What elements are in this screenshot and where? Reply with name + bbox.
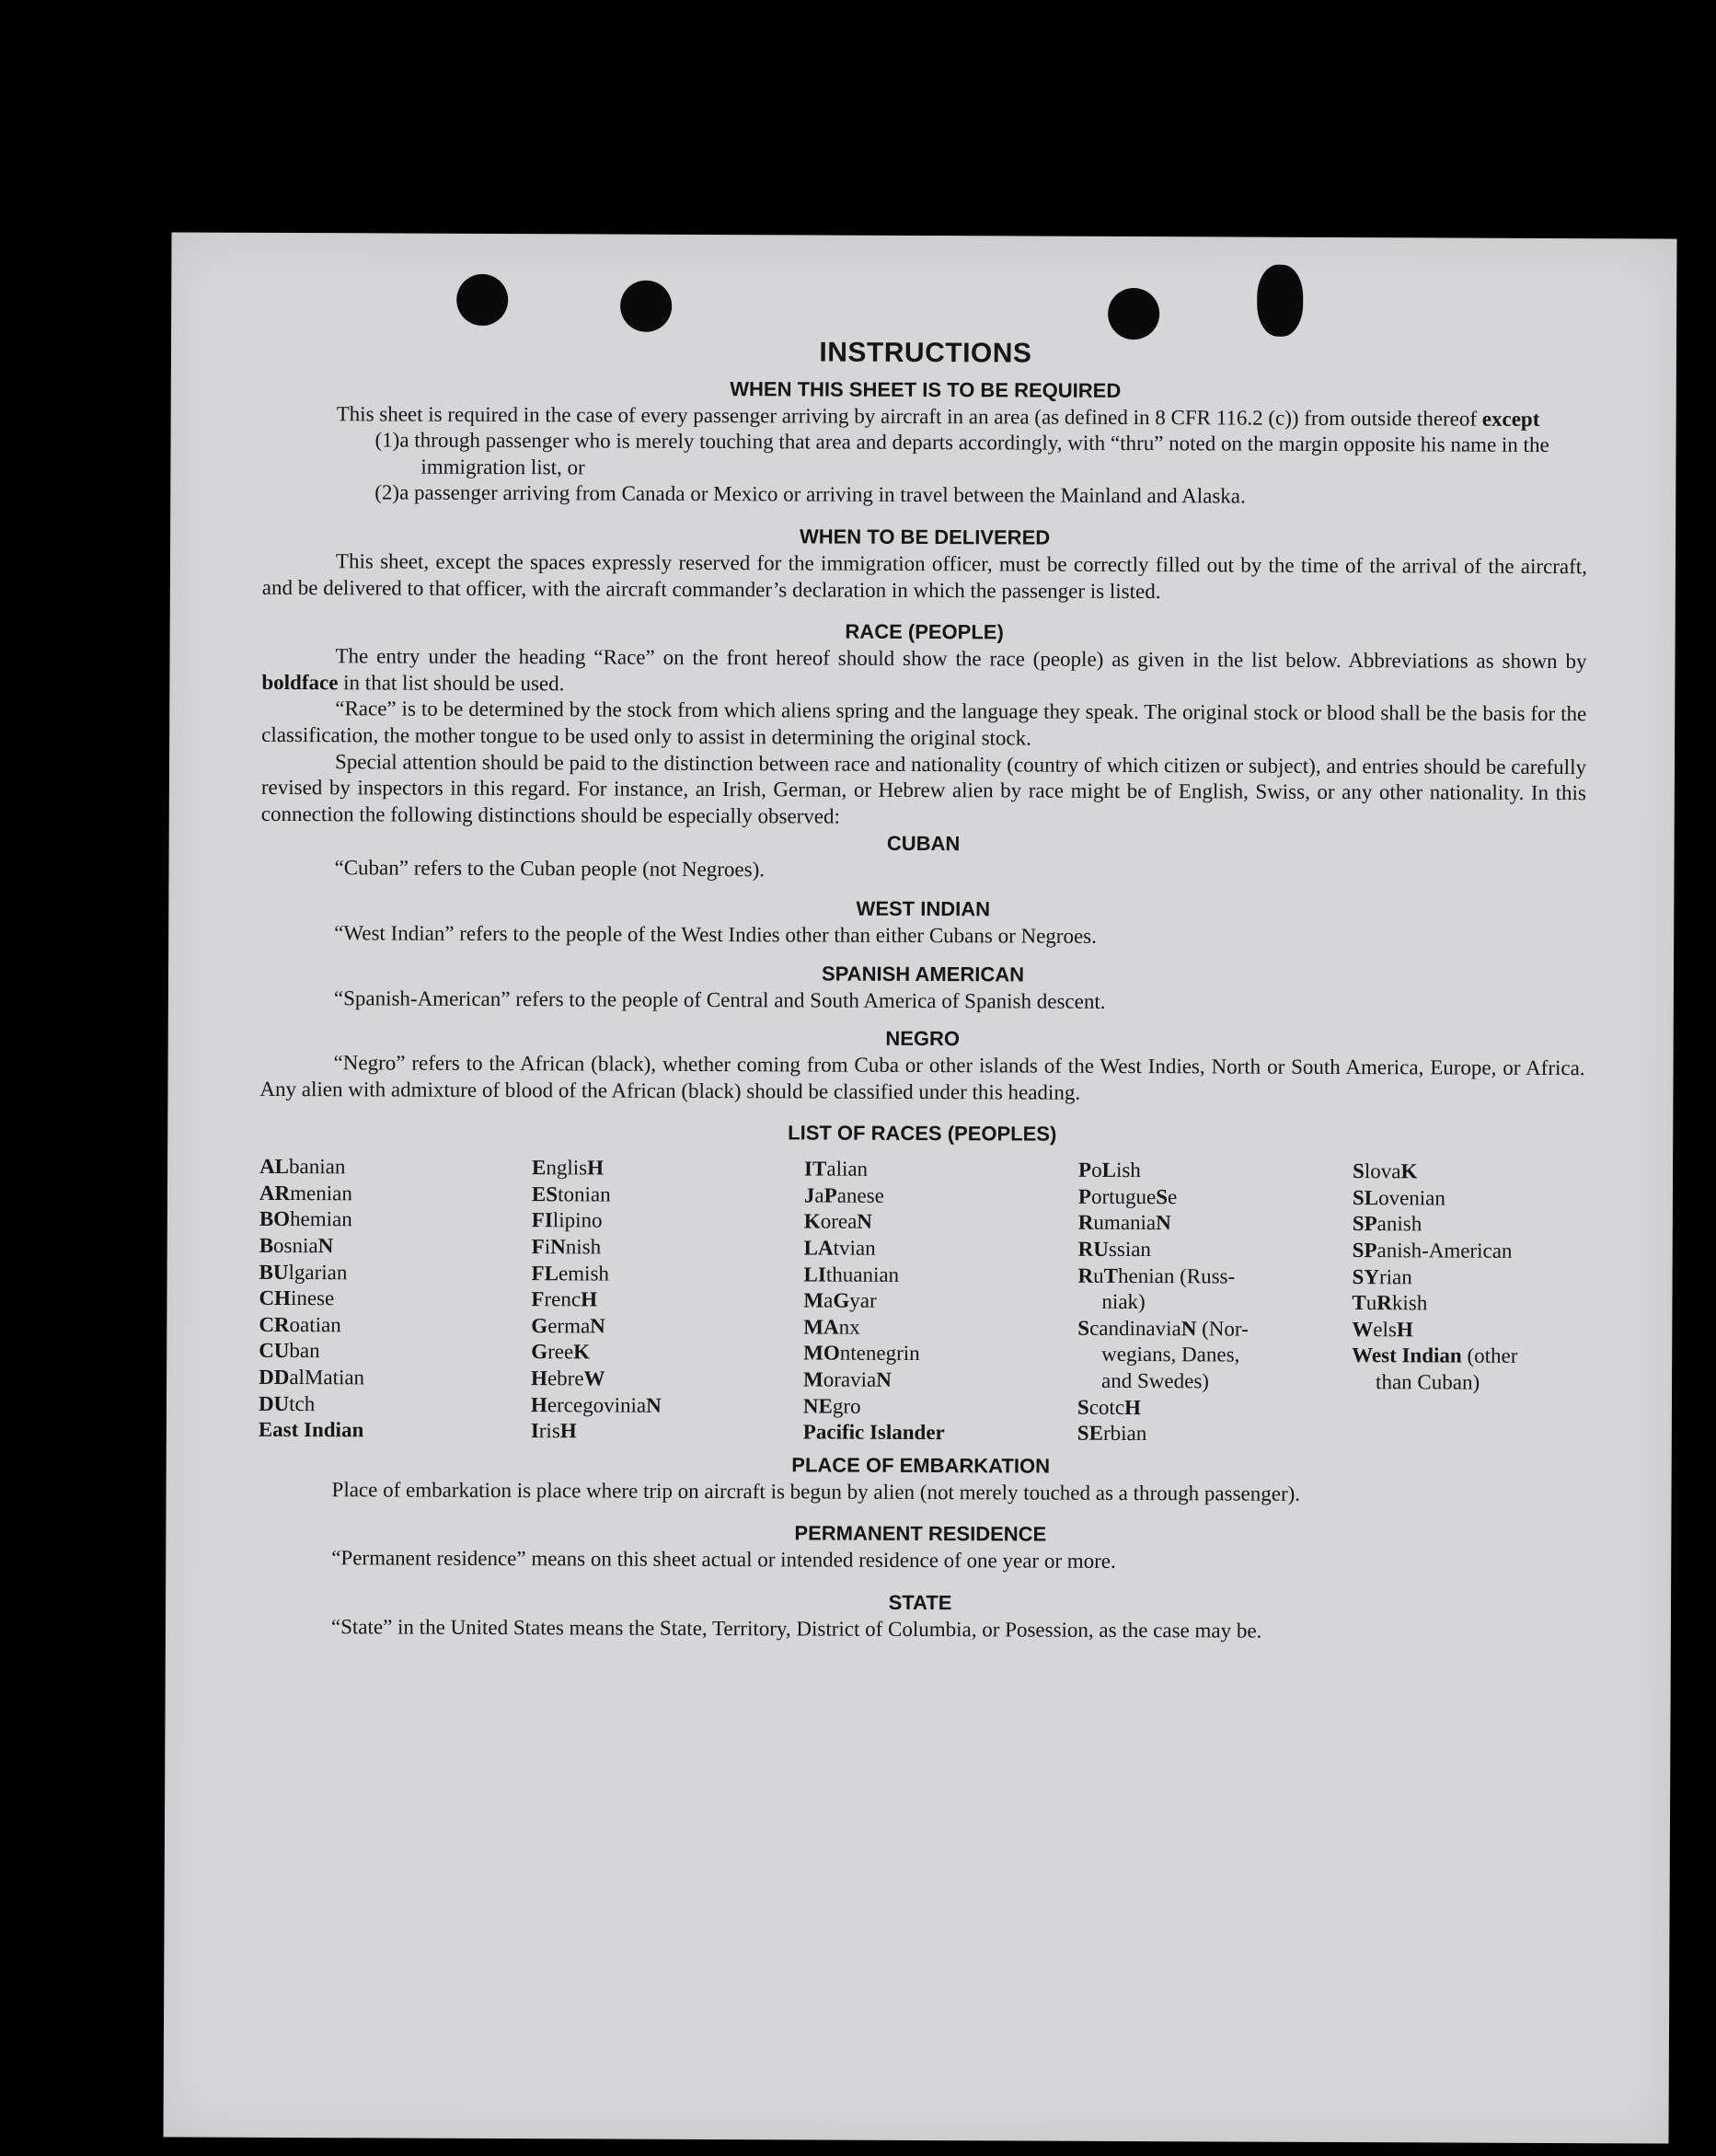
race-entry: [531, 1418, 803, 1446]
punch-hole: [620, 281, 672, 332]
race-text: ssian: [1108, 1237, 1152, 1262]
paragraph-text: in that list should be used.: [343, 671, 565, 696]
race-abbrev: I: [530, 1419, 539, 1443]
race-entry: [531, 1286, 803, 1314]
race-entry: [804, 1262, 1078, 1289]
race-entry: [259, 1154, 532, 1182]
race-text: yar: [849, 1288, 877, 1313]
race-abbrev: N: [590, 1314, 605, 1338]
race-entry: [803, 1288, 1077, 1316]
race-text: u: [1365, 1291, 1377, 1315]
section-heading-state: STATE: [888, 1590, 952, 1615]
race-abbrev: LA: [803, 1236, 834, 1260]
race-entry: [532, 1261, 804, 1288]
race-abbrev: ES: [531, 1182, 559, 1206]
section-heading-negro: NEGRO: [885, 1026, 961, 1051]
race-text: rian: [1378, 1264, 1412, 1288]
section-heading-residence: PERMANENT RESIDENCE: [794, 1521, 1047, 1547]
paragraph-west-indian: “West Indian” refers to the people of the West Indies other than either Cubans or Negroes.: [334, 921, 1097, 948]
race-abbrev: K: [1400, 1159, 1418, 1183]
race-abbrev: FI: [531, 1208, 553, 1232]
bold-boldface: boldface: [261, 670, 339, 694]
race-abbrev: P: [823, 1183, 837, 1207]
race-text: rbian: [1102, 1422, 1147, 1446]
race-abbrev: S: [1077, 1395, 1089, 1419]
race-text: i: [544, 1235, 551, 1259]
race-abbrev: BO: [259, 1207, 291, 1231]
race-abbrev: T: [1352, 1291, 1366, 1315]
race-abbrev: N: [1156, 1211, 1171, 1235]
race-abbrev: R: [1077, 1211, 1094, 1235]
race-abbrev: NE: [802, 1394, 833, 1418]
race-abbrev: M: [803, 1288, 824, 1312]
race-entry: [259, 1233, 532, 1261]
race-abbrev: P: [1078, 1159, 1092, 1182]
section-heading-delivered: WHEN TO BE DELIVERED: [799, 525, 1051, 549]
race-entry: [259, 1417, 531, 1445]
bold-except: except: [1481, 407, 1540, 431]
race-abbrev: N: [550, 1235, 566, 1259]
race-abbrev: H: [1396, 1318, 1413, 1342]
race-entry: [1352, 1343, 1591, 1370]
race-text: umania: [1093, 1211, 1157, 1235]
race-abbrev: R: [1077, 1263, 1094, 1287]
race-text: alian: [826, 1157, 869, 1182]
race-text: kish: [1391, 1291, 1428, 1315]
race-abbrev: IT: [804, 1157, 827, 1181]
race-text: ree: [547, 1340, 574, 1364]
race-entry: [259, 1338, 531, 1366]
race-text: than Cuban): [1376, 1370, 1480, 1394]
race-entry: [1077, 1316, 1352, 1343]
race-abbrev: SP: [1352, 1212, 1377, 1236]
race-abbrev: N: [646, 1393, 662, 1417]
race-text: nish: [565, 1235, 602, 1259]
race-text: emish: [558, 1261, 609, 1286]
race-abbrev: F: [531, 1235, 545, 1259]
race-text: a: [823, 1288, 834, 1312]
race-text: hemian: [290, 1207, 352, 1231]
section-heading-west-indian: WEST INDIAN: [856, 896, 991, 921]
race-abbrev: H: [531, 1366, 548, 1390]
race-entry: [1078, 1262, 1353, 1290]
races-column: [531, 1155, 804, 1446]
paragraph-race-2: “Race” is to be determined by the stock from which aliens spring and the language they speak. The original stock or blood shall be the basis for the classification, the mother tongue to be used only to assist in determining the original stock.: [261, 697, 1587, 750]
race-abbrev: MA: [803, 1315, 839, 1339]
race-abbrev: Pacific Islander: [802, 1420, 945, 1445]
race-abbrev: CR: [259, 1312, 290, 1336]
race-entry: [1078, 1158, 1353, 1185]
race-text: candinavia: [1089, 1316, 1181, 1341]
race-entry: [1352, 1317, 1591, 1344]
race-text: thuanian: [825, 1262, 900, 1286]
race-text: a: [814, 1183, 824, 1207]
race-text: tvian: [833, 1236, 876, 1260]
race-text: ntenegrin: [839, 1342, 920, 1366]
race-text: renc: [544, 1287, 582, 1311]
race-text: inese: [290, 1286, 335, 1310]
race-text: ebre: [547, 1366, 584, 1390]
race-entry: [1078, 1184, 1353, 1212]
race-abbrev: S: [1077, 1316, 1090, 1340]
race-abbrev: G: [531, 1314, 548, 1338]
race-entry: [1077, 1394, 1352, 1422]
race-abbrev: R: [1376, 1291, 1392, 1315]
paragraph-negro: “Negro” refers to the African (black), whether coming from Cuba or other islands of the West Indies, North or South America, Europe, or Africa. Any alien with admixture of blood of the African (black) should be classified under this heading.: [259, 1051, 1585, 1104]
race-entry: [1353, 1212, 1592, 1239]
race-text: tch: [289, 1391, 316, 1415]
paragraph-race-1: [261, 643, 1586, 701]
race-entry: [1077, 1421, 1352, 1448]
section-heading-embarkation: PLACE OF EMBARKATION: [791, 1453, 1051, 1478]
race-text: gro: [832, 1394, 861, 1418]
race-entry: [1077, 1289, 1352, 1317]
paragraph-text: The entry under the heading “Race” on the front hereof should show the race (people) as given in the list below. Abbreviations as shown by: [335, 644, 1587, 674]
section-heading-required: WHEN THIS SHEET IS TO BE REQUIRED: [730, 376, 1122, 402]
item-number: (1): [374, 428, 400, 452]
race-abbrev: SL: [1352, 1185, 1379, 1210]
page-title: INSTRUCTIONS: [819, 337, 1032, 369]
race-text: els: [1373, 1317, 1397, 1342]
paragraph-delivered: This sheet, except the spaces expressly reserved for the immigration officer, must be correctly filled out by the time of the arrival of the aircraft, and be delivered to that officer, with the aircraft commander’s declaration in which the passenger is listed.: [261, 549, 1588, 603]
race-abbrev: B: [259, 1233, 274, 1257]
race-abbrev: K: [573, 1340, 591, 1364]
item-number: (2): [374, 480, 400, 504]
race-text: banian: [288, 1155, 346, 1179]
race-text: niak): [1101, 1290, 1146, 1314]
section-heading-spanish-american: SPANISH AMERICAN: [821, 962, 1025, 986]
paragraph-state: “State” in the United States means the State, Territory, District of Columbia, or Posession, as the case may be.: [330, 1615, 1262, 1643]
race-entry: [259, 1260, 532, 1287]
races-column: [1077, 1158, 1353, 1448]
race-entry: [1078, 1210, 1353, 1238]
race-text: tonian: [558, 1182, 611, 1206]
race-text: lova: [1364, 1159, 1401, 1183]
race-abbrev: G: [531, 1340, 548, 1364]
race-text: oatian: [289, 1312, 341, 1337]
race-entry: [803, 1420, 1077, 1447]
race-abbrev: P: [1077, 1184, 1092, 1208]
race-abbrev: W: [1352, 1317, 1374, 1341]
race-entry: [1077, 1342, 1352, 1369]
race-abbrev: J: [803, 1183, 815, 1207]
race-entry: [532, 1155, 804, 1182]
race-text: o: [1091, 1159, 1102, 1182]
race-entry: [1353, 1159, 1592, 1186]
race-text: erma: [547, 1314, 591, 1338]
item-text: a passenger arriving from Canada or Mexico or arriving in travel between the Mainland and Alaska.: [399, 480, 1246, 508]
race-entry: [1353, 1238, 1592, 1265]
race-text: nx: [838, 1315, 860, 1339]
race-text: oravia: [823, 1367, 877, 1391]
race-entry: [1077, 1368, 1352, 1396]
race-entry: [804, 1209, 1078, 1237]
section-heading-race: RACE (PEOPLE): [845, 619, 1004, 644]
race-text: lipino: [552, 1208, 603, 1232]
race-abbrev: AR: [259, 1181, 291, 1205]
race-text: and Swedes): [1101, 1368, 1210, 1393]
race-abbrev: F: [531, 1287, 545, 1311]
paragraph-race-3: Special attention should be paid to the distinction between race and nationality (country of which citizen or subject), and entries should be carefully revised by inspectors in this regard. For instance, an Irish, German, or Hebrew alien by race might be of English, Swiss, or any other nationality. In this connection the following distinctions should be especially observed:: [260, 749, 1587, 828]
races-list: [259, 1154, 1584, 1449]
list-item: [262, 479, 1587, 512]
race-entry: [259, 1312, 531, 1340]
races-column: [803, 1157, 1078, 1447]
paragraph-spanish-american: “Spanish-American” refers to the people of Central and South America of Spanish descent.: [333, 986, 1106, 1013]
race-abbrev: RU: [1077, 1237, 1110, 1261]
race-entry: [803, 1341, 1077, 1368]
race-abbrev: T: [1103, 1263, 1119, 1287]
race-text: lgarian: [288, 1260, 348, 1284]
race-entry: [803, 1393, 1077, 1421]
race-text: wegians, Danes,: [1101, 1343, 1240, 1366]
punch-hole: [1108, 288, 1159, 340]
race-text: e: [1168, 1185, 1178, 1209]
race-abbrev: SY: [1352, 1264, 1380, 1288]
race-abbrev: H: [587, 1156, 605, 1180]
race-abbrev: CU: [259, 1339, 290, 1363]
race-abbrev: MO: [803, 1341, 840, 1366]
race-entry: [804, 1236, 1078, 1263]
race-text: (other: [1461, 1344, 1518, 1368]
race-text: anish: [1376, 1212, 1422, 1236]
race-abbrev: L: [1101, 1159, 1117, 1182]
list-item: [262, 427, 1587, 485]
race-text: ovenian: [1378, 1186, 1445, 1210]
races-column: [1352, 1159, 1592, 1449]
race-text: nglis: [546, 1156, 588, 1180]
race-text: cotc: [1088, 1395, 1125, 1419]
races-column: [259, 1154, 532, 1445]
paragraph-residence: “Permanent residence” means on this sheet actual or intended residence of one year or more.: [331, 1546, 1116, 1574]
race-entry: [1353, 1185, 1592, 1213]
race-abbrev: BU: [259, 1260, 289, 1284]
punch-hole: [1257, 265, 1303, 337]
race-entry: [803, 1366, 1077, 1394]
race-abbrev: W: [583, 1366, 605, 1390]
item-text: a through passenger who is merely touching that area and departs accordingly, with “thru” noted on the margin opposite his name in the immigration list, or: [399, 428, 1549, 479]
paragraph-text: This sheet is required in the case of every passenger arriving by aircraft in an area (as defined in 8 CFR 116.2 (c)) from outside thereof: [336, 401, 1478, 431]
race-entry: [259, 1206, 532, 1234]
race-abbrev: G: [833, 1288, 850, 1312]
punch-hole: [456, 274, 508, 326]
race-entry: [532, 1208, 804, 1236]
race-text: orea: [820, 1209, 858, 1234]
race-abbrev: H: [1124, 1395, 1142, 1419]
race-entry: [259, 1286, 531, 1313]
race-text: menian: [290, 1181, 352, 1205]
section-heading-cuban: CUBAN: [886, 832, 961, 856]
race-abbrev: N: [857, 1210, 872, 1234]
race-text: ercegovinia: [547, 1392, 647, 1417]
race-abbrev: AL: [259, 1155, 290, 1179]
race-abbrev: H: [559, 1419, 577, 1443]
race-entry: [803, 1314, 1077, 1342]
instructions-content: [258, 338, 1588, 1646]
race-entry: [531, 1340, 803, 1367]
race-abbrev: H: [530, 1392, 547, 1416]
race-abbrev: K: [803, 1209, 821, 1233]
race-entry: [804, 1182, 1078, 1210]
race-abbrev: S: [1353, 1159, 1365, 1183]
race-entry: [259, 1365, 531, 1392]
race-entry: [804, 1157, 1078, 1184]
race-abbrev: East Indian: [258, 1418, 364, 1442]
race-abbrev: DU: [258, 1391, 290, 1415]
race-entry: [1078, 1237, 1353, 1264]
race-text: ortugue: [1090, 1184, 1157, 1208]
race-entry: [532, 1234, 804, 1262]
race-entry: [259, 1181, 532, 1208]
race-abbrev: S: [1156, 1184, 1169, 1209]
race-abbrev: SP: [1352, 1239, 1377, 1262]
race-text: anese: [836, 1183, 884, 1207]
race-text: ban: [289, 1339, 320, 1363]
race-entry: [531, 1366, 803, 1393]
race-entry: [1352, 1290, 1591, 1318]
race-text: alMatian: [289, 1366, 365, 1389]
race-abbrev: FL: [531, 1261, 559, 1285]
race-abbrev: D: [273, 1365, 290, 1389]
race-abbrev: N: [876, 1367, 892, 1391]
race-abbrev: H: [581, 1287, 598, 1311]
race-entry: [532, 1182, 804, 1209]
race-text: (Nor-: [1196, 1317, 1249, 1341]
race-abbrev: LI: [803, 1262, 826, 1286]
paragraph-embarkation: Place of embarkation is place where trip on aircraft is begun by alien (not merely touched as a through passenger).: [331, 1478, 1301, 1505]
race-text: ris: [538, 1419, 560, 1443]
section-heading-races-list: LIST OF RACES (PEOPLES): [788, 1121, 1057, 1146]
race-abbrev: CH: [259, 1286, 292, 1310]
document-sheet: [163, 232, 1676, 2143]
race-entry: [1352, 1369, 1591, 1397]
race-entry: [1353, 1264, 1592, 1292]
race-abbrev: SE: [1077, 1421, 1104, 1446]
race-abbrev: D: [259, 1365, 274, 1389]
race-entry: [531, 1392, 803, 1420]
race-entry: [531, 1313, 803, 1341]
race-abbrev: N: [317, 1234, 334, 1258]
race-text: osnia: [273, 1233, 318, 1258]
race-abbrev: M: [803, 1367, 823, 1391]
race-text: anish-American: [1376, 1239, 1513, 1262]
race-text: u: [1093, 1263, 1104, 1287]
race-entry: [259, 1390, 531, 1418]
race-abbrev: West Indian: [1352, 1343, 1462, 1368]
race-text: henian (Russ-: [1118, 1263, 1236, 1288]
race-text: ish: [1115, 1159, 1141, 1182]
race-abbrev: N: [1180, 1317, 1197, 1341]
paragraph-cuban: “Cuban” refers to the Cuban people (not Negroes).: [334, 856, 766, 882]
race-abbrev: E: [532, 1156, 547, 1180]
